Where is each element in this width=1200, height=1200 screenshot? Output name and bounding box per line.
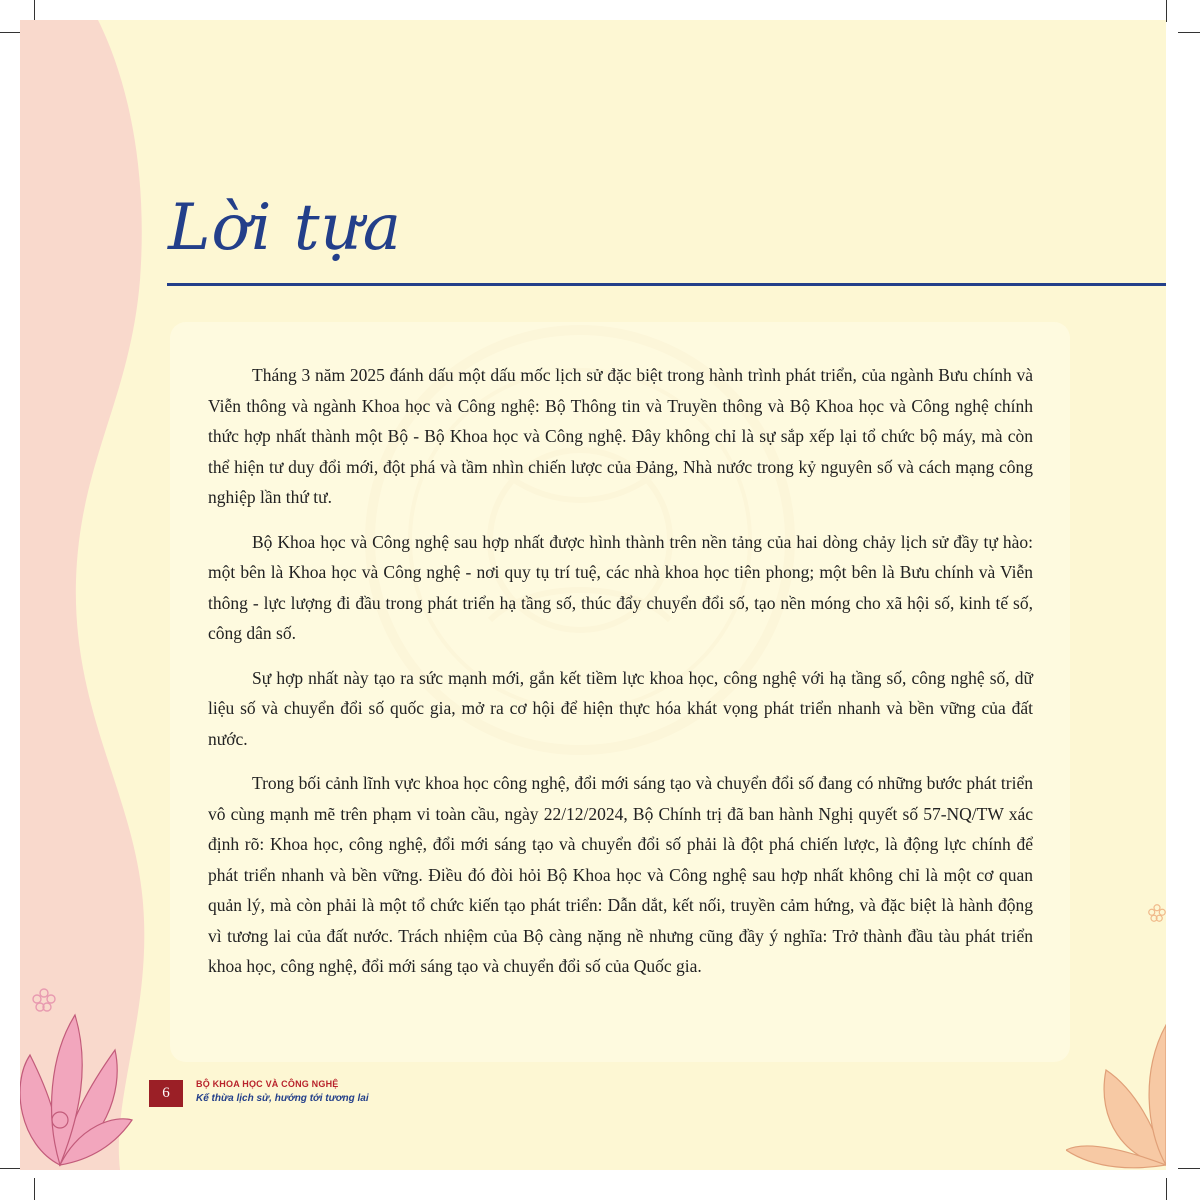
small-flower-icon [1148,904,1166,922]
crop-mark [1178,1168,1200,1169]
lotus-peach-icon [1066,1010,1166,1170]
title-underline [167,283,1166,286]
footer-subtitle: Kế thừa lịch sử, hướng tới tương lai [196,1093,369,1104]
page-number: 6 [149,1080,183,1107]
crop-mark [0,1168,22,1169]
body-text [208,360,1033,996]
page [20,20,1166,1170]
footer-title: BỘ KHOA HỌC VÀ CÔNG NGHỆ [196,1079,339,1089]
paragraph: Bộ Khoa học và Công nghệ sau hợp nhất được hình thành trên nền tảng của hai dòng chảy lịch sử đầy tự hào: một bên là Khoa học và Công nghệ - nơi quy tụ trí tuệ, các nhà khoa học tiên phong; một bên là Bưu chính và Viễn thông - lực lượng đi đầu trong phát triển hạ tầng số, thúc đẩy chuyển đổi số, tạo nền móng cho xã hội số, kinh tế số, công dân số. [208,531,1033,643]
crop-mark [34,1178,35,1200]
paragraph: Tháng 3 năm 2025 đánh dấu một dấu mốc lịch sử đặc biệt trong hành trình phát triển, của ngành Bưu chính và Viễn thông và ngành Khoa học và Công nghệ: Bộ Thông tin và Truyền thông và Bộ Khoa học và Công nghệ chính thức hợp nhất thành một Bộ - Bộ Khoa học và Công nghệ. Đây không chỉ là sự sắp xếp lại tổ chức bộ máy, mà còn thể hiện tư duy đổi mới, đột phá và tầm nhìn chiến lược của Đảng, Nhà nước trong kỷ nguyên số và cách mạng công nghiệp lần thứ tư. [208,365,1033,507]
crop-mark [1166,1178,1167,1200]
crop-mark [1178,32,1200,33]
crop-mark [0,32,22,33]
paragraph: Trong bối cảnh lĩnh vực khoa học công nghệ, đổi mới sáng tạo và chuyển đổi số đang có những bước phát triển vô cùng mạnh mẽ trên phạm vi toàn cầu, ngày 22/12/2024, Bộ Chính trị đã ban hành Nghị quyết số 57-NQ/TW xác định rõ: Khoa học, công nghệ, đổi mới sáng tạo và chuyển đổi số phải là đột phá chiến lược, là động lực chính để phát triển nhanh và bền vững. Điều đó đòi hỏi Bộ Khoa học và Công nghệ sau hợp nhất không chỉ là một cơ quan quản lý, mà còn phải là một tổ chức kiến tạo phát triển: Dẫn dắt, kết nối, truyền cảm hứng, và đặc biệt là hành động vì tương lai của đất nước. Trách nhiệm của Bộ càng nặng nề nhưng cũng đầy ý nghĩa: Trở thành đầu tàu phát triển khoa học, công nghệ, đổi mới sáng tạo và chuyển đổi số của Quốc gia. [208,773,1033,976]
paragraph: Sự hợp nhất này tạo ra sức mạnh mới, gắn kết tiềm lực khoa học, công nghệ với hạ tầng số, công nghệ số, dữ liệu số và chuyển đổi số quốc gia, mở ra cơ hội để hiện thực hóa khát vọng phát triển nhanh và bền vững của đất nước. [208,667,1033,749]
page-title: Lời tựa [168,191,402,265]
lotus-pink-icon [20,995,135,1170]
small-flower-icon [32,988,56,1012]
crop-mark [1166,0,1167,22]
crop-mark [34,0,35,22]
